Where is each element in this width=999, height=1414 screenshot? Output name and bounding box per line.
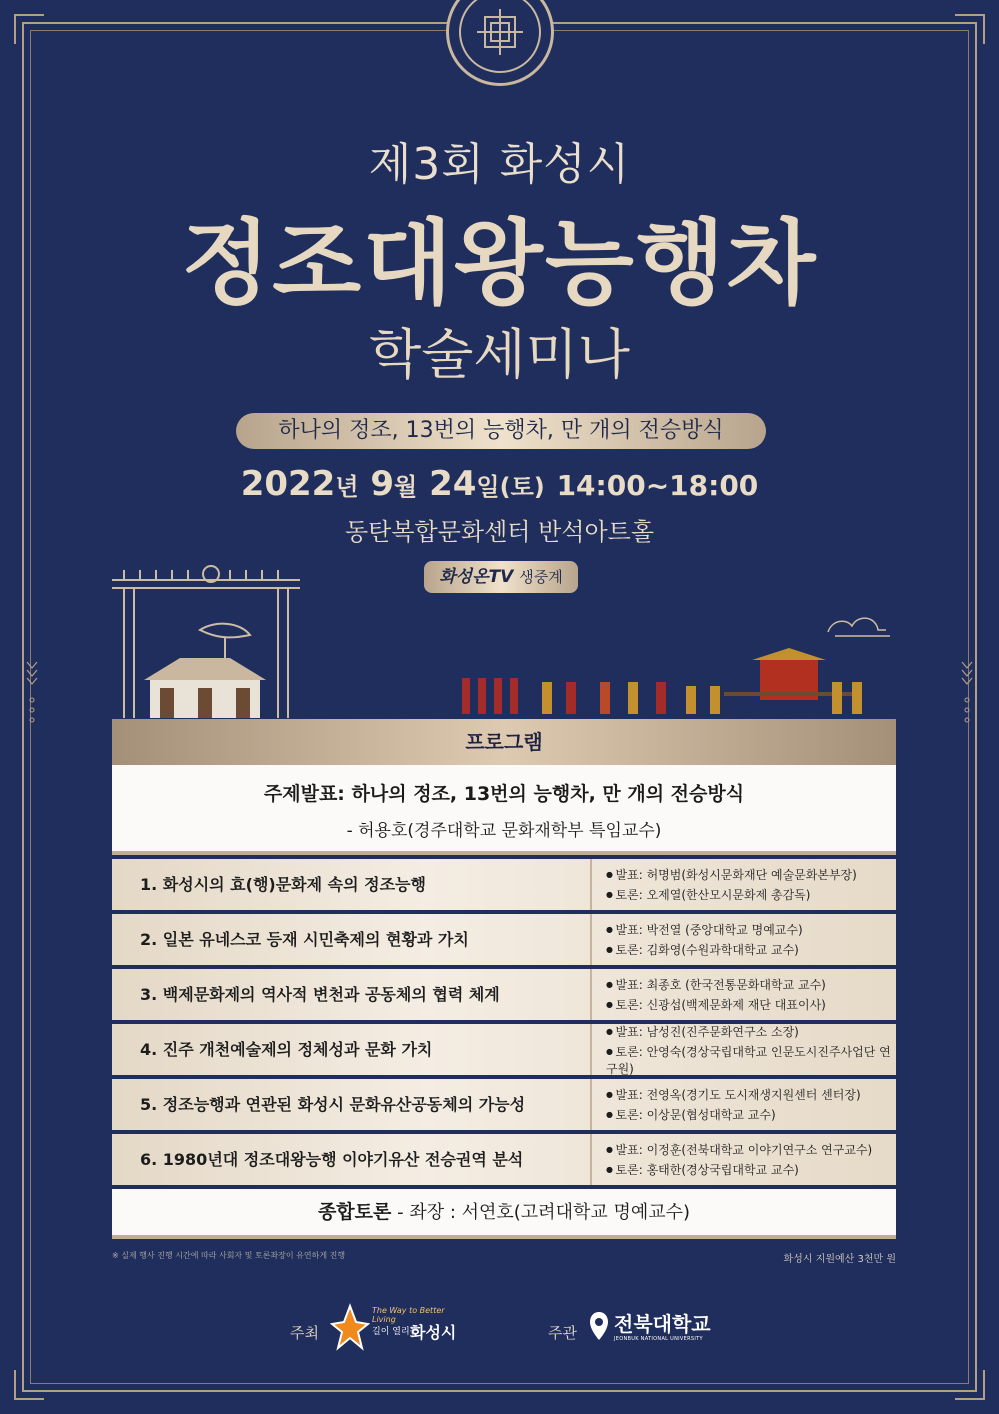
corner-ornament-tl (14, 14, 44, 44)
main-title: 정조대왕능행차 (181, 210, 818, 317)
session-title: 1. 화성시의 효(행)문화제 속의 정조능행 (140, 875, 426, 894)
cloud-icon (828, 618, 890, 636)
session-speakers (590, 1134, 896, 1185)
session-title: 4. 진주 개천예술제의 정체성과 문화 가치 (140, 1040, 433, 1059)
organizer-label: 주최 (290, 1324, 319, 1342)
session-presenter: ● 발표: 최종호 (한국전통문화대학교 교수) (606, 976, 896, 993)
event-date (0, 464, 999, 504)
session-presenter: ● 발표: 남성진(진주문화연구소 소장) (606, 1023, 896, 1040)
session-presenter: ● 발표: 박전열 (중앙대학교 명예교수) (606, 921, 896, 938)
session-speakers (590, 1079, 896, 1130)
session-speakers (590, 1024, 896, 1075)
keynote-title: 주제발표: 하나의 정조, 13번의 능행차, 만 개의 전승방식 (263, 783, 745, 805)
closing-discussion (112, 1189, 896, 1239)
session-discussant: ● 토론: 이상문(협성대학교 교수) (606, 1106, 896, 1123)
session-row (112, 1024, 896, 1075)
session-row (112, 1079, 896, 1130)
program-table (112, 719, 896, 1239)
hwaseong-city-logo (330, 1302, 470, 1352)
session-discussant: ● 토론: 신광섭(백제문화제 재단 대표이사) (606, 996, 896, 1013)
session-presenter: ● 발표: 전영옥(경기도 도시재생지원센터 센터장) (606, 1086, 896, 1103)
session-discussant: ● 토론: 안영숙(경상국립대학교 인문도시진주사업단 연구원) (606, 1043, 896, 1077)
session-discussant: ● 토론: 김화영(수원과학대학교 교수) (606, 941, 896, 958)
broadcast-channel: 화성온TV (439, 567, 514, 587)
event-venue: 동탄복합문화센터 반석아트홀 (344, 518, 655, 546)
corner-ornament-br (955, 1370, 985, 1400)
session-row (112, 1134, 896, 1185)
date-month: 9 (370, 464, 395, 504)
session-presenter: ● 발표: 허명범(화성시문화재단 예술문화본부장) (606, 866, 896, 883)
date-day: 24 (429, 464, 477, 504)
session-title: 2. 일본 유네스코 등재 시민축제의 현황과 가치 (140, 930, 469, 949)
session-speakers (590, 859, 896, 910)
session-discussant: ● 토론: 홍태한(경상국립대학교 교수) (606, 1161, 896, 1178)
date-month-unit: 월 (394, 473, 418, 501)
manager-label: 주관 (548, 1324, 577, 1342)
procession-illustration (0, 560, 999, 720)
theme-banner: 하나의 정조, 13번의 능행차, 만 개의 전승방식 (236, 413, 766, 449)
session-speakers (590, 914, 896, 965)
manager-name-en: JEONBUK NATIONAL UNIVERSITY (614, 1336, 703, 1342)
hwaseong-star-icon (330, 1302, 370, 1352)
keynote-speaker: - 허용호(경주대학교 문화재학부 특임교수) (346, 821, 662, 841)
session-title: 3. 백제문화제의 역사적 변천과 공동체의 협력 체계 (140, 985, 500, 1004)
session-presenter: ● 발표: 이정훈(전북대학교 이야기연구소 연구교수) (606, 1141, 896, 1158)
procession-figures-icon (462, 648, 862, 714)
session-speakers (590, 969, 896, 1020)
edition-title: 제3회 화성시 (368, 139, 631, 190)
schedule-note: ※ 실제 행사 진행 시간에 따라 사회자 및 토론좌장이 유연하게 진행 (112, 1251, 346, 1260)
pavilion-icon (144, 658, 266, 718)
session-title: 6. 1980년대 정조대왕능행 이야기유산 전승권역 분석 (140, 1150, 524, 1169)
organizer-slogan: The Way to Better Living (372, 1306, 445, 1324)
session-row (112, 914, 896, 965)
session-title: 5. 정조능행과 연관된 화성시 문화유산공동체의 가능성 (140, 1095, 526, 1114)
session-discussant: ● 토론: 오제열(한산모시문화제 총감독) (606, 886, 896, 903)
program-header: 프로그램 (112, 719, 896, 765)
manager-name: 전북대학교 (614, 1312, 711, 1336)
hosts-footer (0, 1302, 999, 1358)
sub-title: 학술세미나 (369, 323, 630, 386)
budget-note: 화성시 지원예산 3천만 원 (783, 1254, 896, 1265)
organizer-tagline: 길이 열리는 (372, 1327, 419, 1337)
session-row (112, 969, 896, 1020)
date-weekday: (토) (499, 473, 545, 501)
date-time: 14:00~18:00 (556, 469, 759, 502)
keynote-block (112, 765, 896, 855)
closing-title: 종합토론 (317, 1201, 392, 1223)
university-emblem-icon (588, 1310, 610, 1342)
date-year: 2022 (240, 464, 336, 504)
date-day-unit: 일 (476, 473, 500, 501)
corner-ornament-bl (14, 1370, 44, 1400)
date-year-unit: 년 (335, 473, 359, 501)
broadcast-label: 생중계 (519, 568, 563, 586)
session-row (112, 859, 896, 910)
corner-ornament-tr (955, 14, 985, 44)
jeonbuk-university-logo (588, 1308, 718, 1348)
closing-detail: - 좌장 : 서연호(고려대학교 명예교수) (397, 1202, 691, 1223)
organizer-name: 화성시 (410, 1323, 457, 1342)
